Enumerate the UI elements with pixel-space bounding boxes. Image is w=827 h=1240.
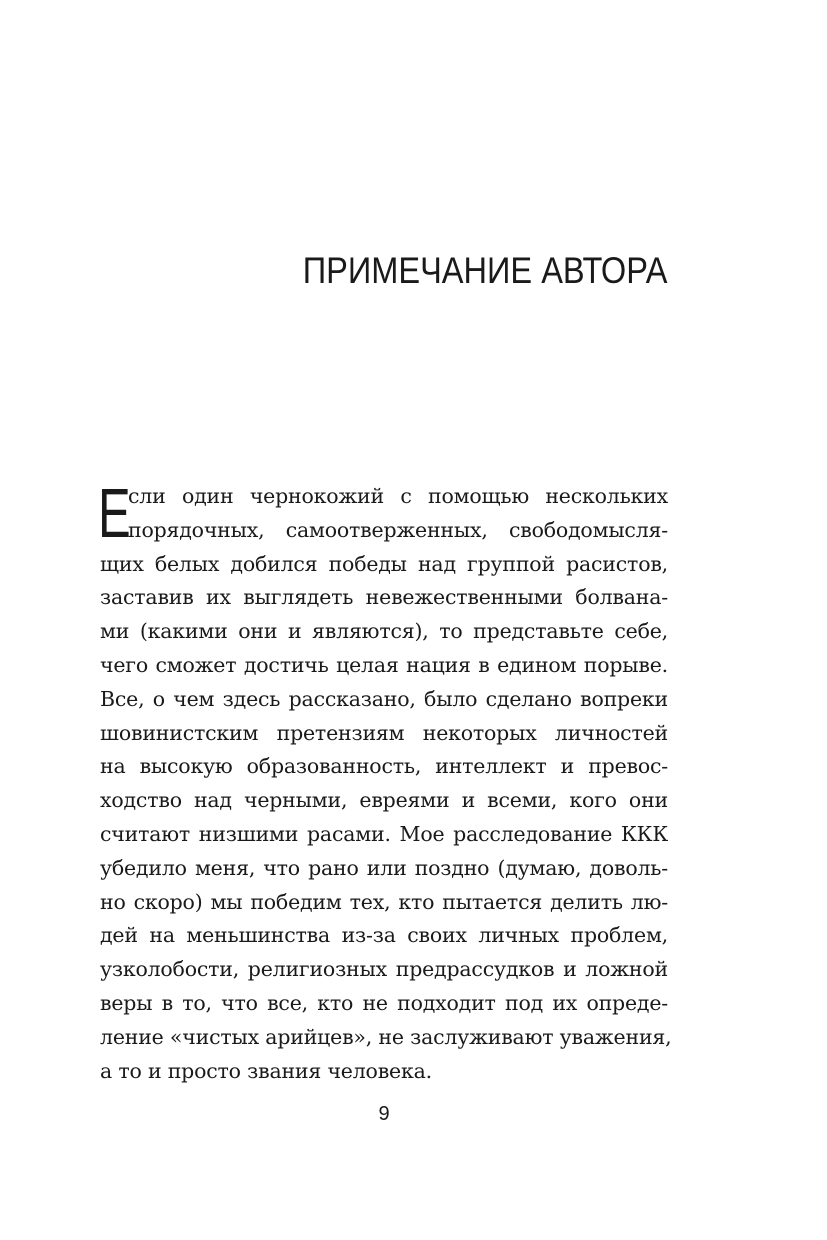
text-line: шовинистским претензиям некоторых личностей xyxy=(100,720,668,745)
drop-cap-letter: Е xyxy=(98,474,131,552)
text-line: ходство над черными, евреями и всеми, кого они xyxy=(100,788,668,813)
body-text xyxy=(98,474,672,1088)
text-line: убедило меня, что рано или поздно (думаю, доволь- xyxy=(100,855,668,880)
text-line: ми (какими они и являются), то представьте себе, xyxy=(100,619,668,644)
drop-cap-block xyxy=(98,474,668,552)
text-line: дей на меньшинства из-за своих личных проблем, xyxy=(100,923,668,948)
text-line: щих белых добился победы над группой расистов, xyxy=(100,551,668,576)
text-line: сли один чернокожий с помощью нескольких xyxy=(128,484,668,508)
page-number: 9 xyxy=(378,1103,390,1125)
text-line: Все, о чем здесь рассказано, было сделано вопреки xyxy=(100,686,668,711)
text-line-last: а то и просто звания человека. xyxy=(100,1058,432,1083)
text-line: узколобости, религиозных предрассудков и ложной xyxy=(100,957,668,982)
text-line: но скоро) мы победим тех, кто пытается делить лю- xyxy=(100,889,668,914)
text-line: порядочных, самоотверженных, свободомысля- xyxy=(128,517,668,542)
text-line: на высокую образованность, интеллект и превос- xyxy=(100,754,668,779)
text-line: считают низшими расами. Мое расследование ККК xyxy=(100,821,668,846)
text-line: заставив их выглядеть невежественными болвана- xyxy=(100,585,668,610)
text-line: веры в то, что все, кто не подходит под их опреде- xyxy=(100,990,668,1015)
text-line: ление «чистых арийцев», не заслуживают уважения, xyxy=(100,1024,672,1049)
text-line: чего сможет достичь целая нация в едином порыве. xyxy=(100,652,668,677)
chapter-title: ПРИМЕЧАНИЕ АВТОРА xyxy=(302,250,667,291)
